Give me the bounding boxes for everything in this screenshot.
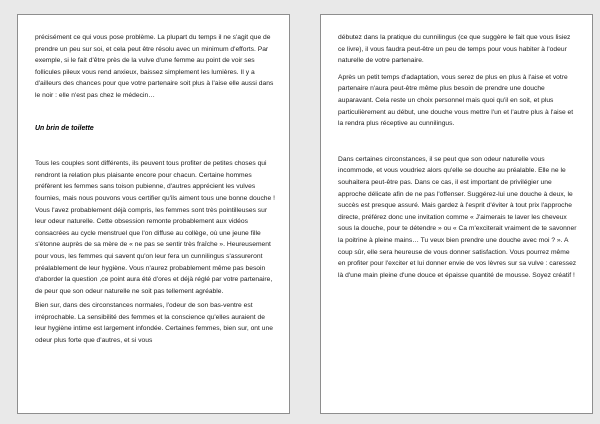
right-paragraph-3: Dans certaines circonstances, il se peut que son odeur naturelle vous incommode, et vous voudriez alors qu'elle se douche au préalable. Elle ne le souhaitera peut-être pas. Dans ce cas, il est important de privilégier une approche délicate afin de ne pas l'offenser. Suggérez-lui une douche à deux, le succès est presque assuré. Mais gardez à l'esprit d'éviter à tout prix l'approche directe, préférez donc une invitation comme « J'aimerais te laver les cheveux sous la douche, pour te détendre » ou « Ca m'exciterait vraiment de te savonner la poitrine à pleine mains… Tu veux bien prendre une douche avec moi ? ». A coup sûr, elle sera heureuse de vous donner satisfaction. Vous pourrez même en profiter pour l'exciter et lui donner envie de vos lèvres sur sa vulve : caressez là d'une main pleine d'une douce et épaisse quantité de mousse. Soyez créatif ! bbox=[338, 155, 577, 279]
left-page-content bbox=[35, 32, 275, 347]
left-page bbox=[17, 14, 290, 414]
right-paragraph-1: débutez dans la pratique du cunnilingus (ce que suggère le fait que vous lisiez ce livre), il vous faudra peut-être un peu de temps pour vous habiter à l'odeur naturelle de votre partenaire. bbox=[338, 34, 571, 65]
right-page-content bbox=[338, 32, 578, 281]
section-heading: Un brin de toilette bbox=[35, 124, 94, 132]
left-paragraph-1: précisément ce qui vous pose problème. La plupart du temps il ne s'agit que de prendre un peu sur soi, et cela peut être résolu avec un minimum d'efforts. Par exemple, si le fait d'être près de la vulve d'une femme au point de voir ses follicules pileux vous rend anxieux, baissez simplement les lumières. Il y a d'ailleurs des chances pour que votre partenaire soit plus à l'aise elle aussi dans le noir : elle n'est pas chez le médecin… bbox=[35, 34, 274, 99]
right-paragraph-2: Après un petit temps d'adaptation, vous serez de plus en plus à l'aise et votre partenaire n'aura peut-être même plus besoin de prendre une douche auparavant. Cela reste un choix personnel mais quoi qu'il en soit, et plus particulièrement au début, une douche vous mettre l'un et l'autre plus à l'aise et la rendra plus réceptive au cunnilingus. bbox=[338, 73, 574, 128]
right-page bbox=[320, 14, 593, 414]
left-paragraph-2: Tous les couples sont différents, ils peuvent tous profiter de petites choses qui rendront la relation plus plaisante encore pour chacun. Certaine hommes préfèrent les femmes sans toison pubienne, d'autres apprécient les vulves fournies, mais nous pouvons vous certifier qu'ils aiment tous une bonne douche ! Vous l'avez probablement déjà compris, les femmes sont très pointilleuses sur leur odeur naturelle. Cette obsession remonte probablement aux vidéos consacrées au cycle menstruel que l'on diffuse au collège, où une jeune fille s'étonne auprès de sa mère de « ne pas se sentir très fraîche ». Heureusement pour vous, les femmes qui savent qu'on leur fera un cunnilingus s'assureront préalablement de leur hygiène. Vous n'aurez probablement même pas besoin d'aborder la question ,ce point aura été d'ores et déjà réglé par votre partenaire, de peur que son odeur naturelle ne soit pas tellement agréable. bbox=[35, 160, 275, 295]
left-paragraph-3: Bien sur, dans des circonstances normales, l'odeur de son bas-ventre est irréprochable. La sensibilité des femmes et la conscience qu'elles auraient de leur hygiène intime est largement infondée. Certaines femmes, bien sur, ont une odeur plus forte que d'autres, et si vous bbox=[35, 302, 273, 345]
